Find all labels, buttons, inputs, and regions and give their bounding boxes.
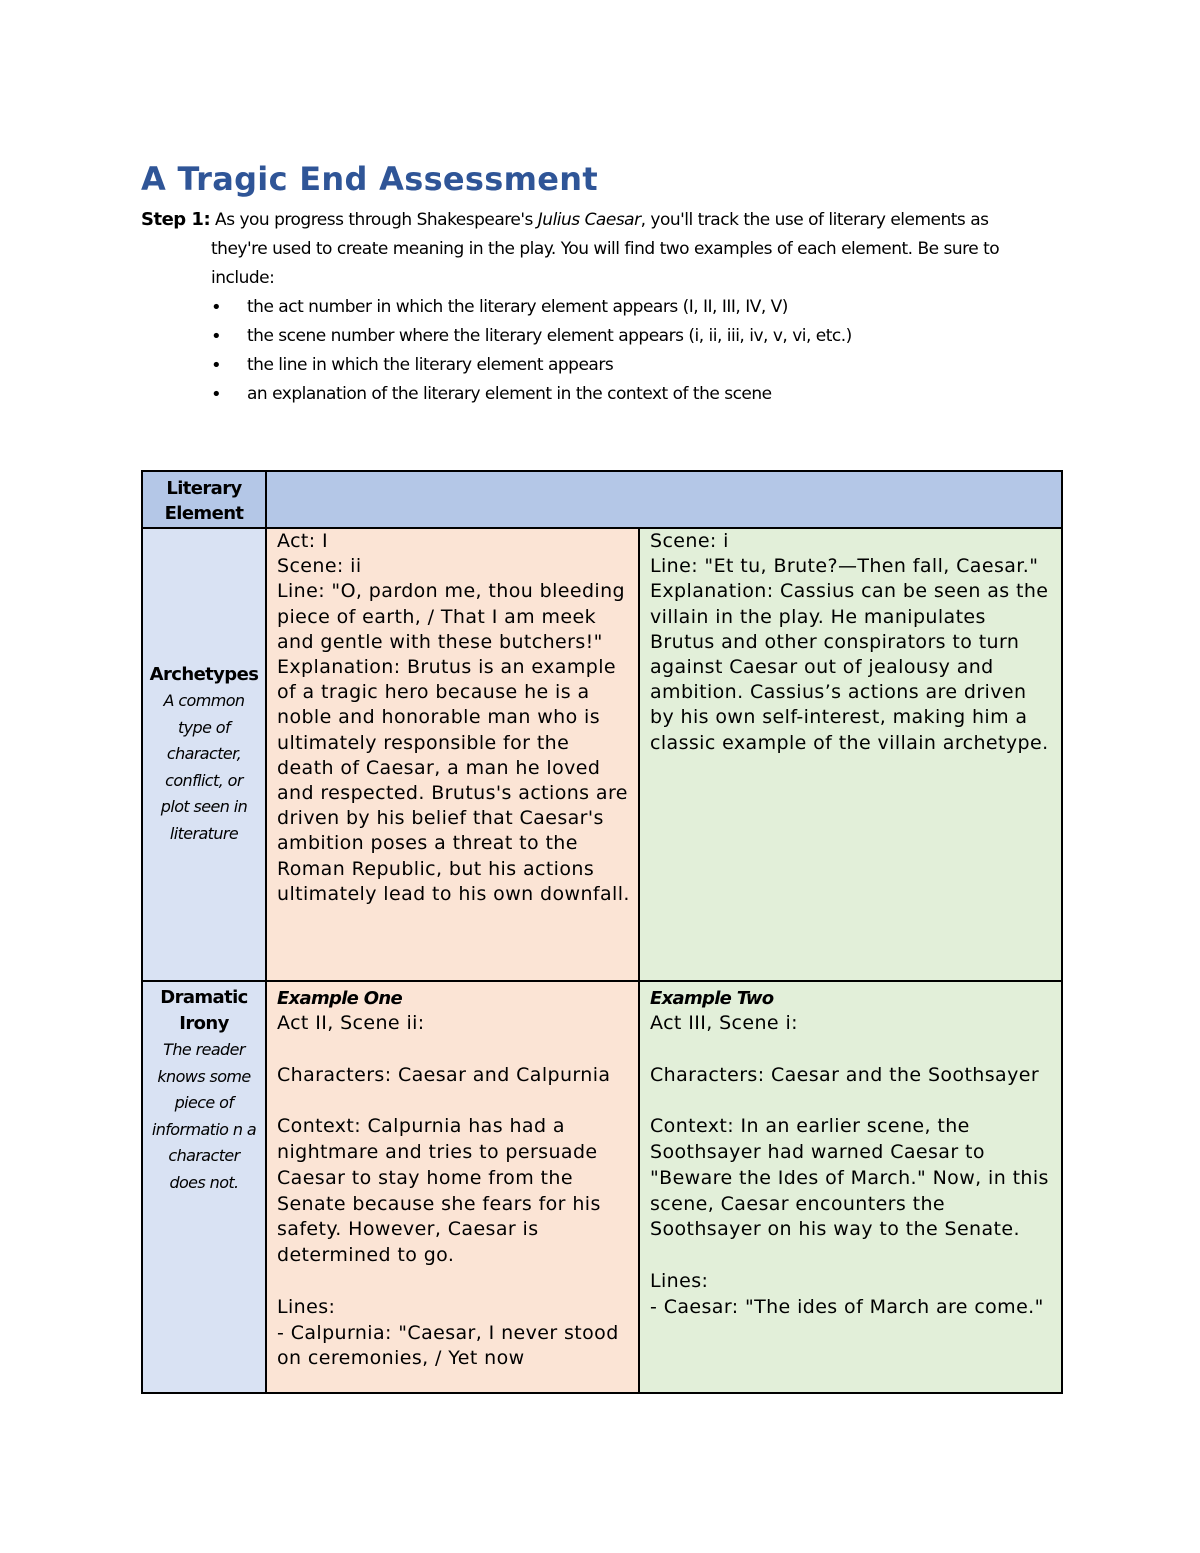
header-label: Literary Element xyxy=(164,478,244,524)
example-two-heading: Example Two xyxy=(650,988,774,1009)
literary-elements-table xyxy=(141,470,1063,1394)
requirements-list xyxy=(141,293,1061,409)
example-two-cell xyxy=(639,981,1062,1393)
example-two-text[interactable]: Act III, Scene i: Characters: Caesar and the Soothsayer Context: In an earlier scene, the Soothsayer had warned Caesar to "Beware the Ides of March." Now, in this scene, Caesar encounters the Soothsayer on his way to the Senate. Lines: - Caesar: "The ides of March are come." xyxy=(650,1012,1049,1318)
list-item: • the line in which the literary element appears xyxy=(141,351,1061,380)
bullet-icon: • xyxy=(211,384,222,405)
example-one-cell xyxy=(266,981,639,1393)
table-header-row xyxy=(142,471,1062,528)
header-label-cell xyxy=(142,471,266,528)
instructions xyxy=(141,205,1061,409)
element-name: Archetypes xyxy=(149,664,259,685)
element-label-cell xyxy=(142,528,266,981)
instructions-text: As you progress through Shakespeare's xyxy=(210,210,538,230)
list-item: • the scene number where the literary element appears (i, ii, iii, iv, v, vi, etc.) xyxy=(141,322,1061,351)
instructions-line-1 xyxy=(141,205,1061,235)
instructions-line-3: include: xyxy=(211,268,275,288)
bullet-icon: • xyxy=(211,326,222,347)
list-item: • an explanation of the literary element in the context of the scene xyxy=(141,380,1061,409)
table-row xyxy=(142,981,1062,1393)
bullet-icon: • xyxy=(211,297,222,318)
page-title: A Tragic End Assessment xyxy=(141,160,598,198)
bullet-icon: • xyxy=(211,355,222,376)
element-label-cell xyxy=(142,981,266,1393)
example-one-heading: Example One xyxy=(277,988,402,1009)
list-item: • the act number in which the literary element appears (I, II, III, IV, V) xyxy=(141,293,1061,322)
example-one-text[interactable]: Act: I Scene: ii Line: "O, pardon me, thou bleeding piece of earth, / That I am meek and gentle with these butchers!" Explanation: Brutus is an example of a tragic hero because he is a noble and honorable man who is ultimately responsible for the death of Caesar, a man he loved and respected. Brutus's actions are driven by his belief that Caesar's ambition poses a threat to the Roman Republic, but his actions ultimately lead to his own downfall. xyxy=(277,530,630,905)
header-blank-cell xyxy=(266,471,1062,528)
instructions-line-2: they're used to create meaning in the play. You will find two examples of each element. Be sure to xyxy=(211,239,1000,259)
element-description: The reader knows some piece of informatio n a character does not. xyxy=(151,1040,257,1192)
element-name: Dramatic Irony xyxy=(160,987,248,1034)
example-one-cell xyxy=(266,528,639,981)
example-two-text[interactable]: Scene: i Line: "Et tu, Brute?—Then fall, Caesar." Explanation: Cassius can be seen as the villain in the play. He manipulates Brutus and other conspirators to turn against Caesar out of jealousy and ambition. Cassius’s actions are driven by his own self-interest, making him a classic example of the villain archetype. xyxy=(650,530,1049,754)
example-two-cell xyxy=(639,528,1062,981)
table-row xyxy=(142,528,1062,981)
element-description: A common type of character, conflict, or plot seen in literature xyxy=(160,691,248,843)
play-title: Julius Caesar xyxy=(537,210,641,230)
step-label: Step 1: xyxy=(141,209,211,230)
example-one-text[interactable]: Act II, Scene ii: Characters: Caesar and Calpurnia Context: Calpurnia has had a nightmare and tries to persuade Caesar to stay home from the Senate because she fears for his safety. However, Caesar is determined to go. Lines: - Calpurnia: "Caesar, I never stood on ceremonies, / Yet now xyxy=(277,1012,619,1370)
instructions-text-cont: , you'll track the use of literary elements as xyxy=(640,210,989,230)
